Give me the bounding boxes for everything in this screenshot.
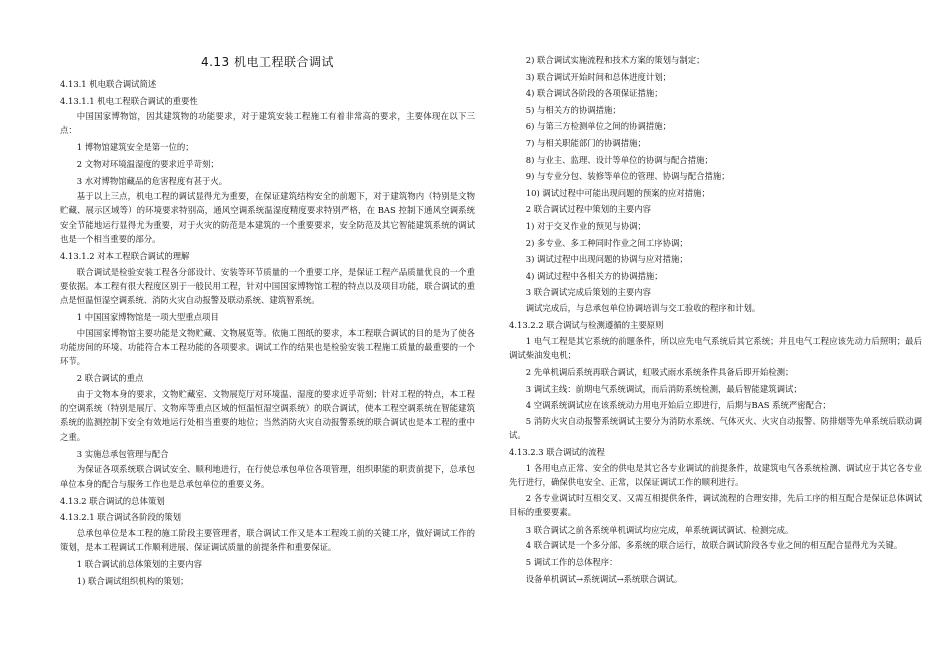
list-item: 8) 与业主、监理、设计等单位的协调与配合措施； xyxy=(525,154,713,165)
list-item: 1 博物馆建筑安全是第一位的； xyxy=(76,142,194,153)
body-paragraph: 为保证各项系统联合调试安全、顺利地进行，在行使总承包单位各项管理，组织职能的职责前提下，总承包单位本身的配合与服务工作也是总承包单位的重要义务。 xyxy=(60,464,475,489)
body-paragraph: 联合调试是检验安装工程各分部设计、安装等环节质量的一个重要工序，是保证工程产品质量优良的一个重要依据。本工程有很大程度区别于一般民用工程，针对中国国家博物馆工程的特点以及项目功能，联合调试的重点是恒温恒湿空调系统、消防火灾自动报警及联动系统、建筑智系统。 xyxy=(60,266,475,305)
list-item: 2 联合调试过程中策划的主要内容 xyxy=(525,204,652,215)
list-item: 4) 联合调试各阶段的各项保证措施； xyxy=(525,88,663,99)
left-column xyxy=(60,52,475,589)
section-heading: 4.13.1.2 对本工程联合调试的理解 xyxy=(60,251,190,261)
list-item: 3) 调试过程中出现问题的协调与应对措施； xyxy=(525,254,688,265)
list-item: 3) 联合调试开始时间和总体进度计划； xyxy=(525,71,672,82)
list-item: 1) 对于交叉作业的预见与协调； xyxy=(525,220,646,231)
section-heading: 4.13.2.3 联合调试的流程 xyxy=(509,447,605,458)
body-paragraph: 1 各用电点正常、安全的供电是其它各专业调试的前提条件，故建筑电气各系统检测、调试应于其它各专业先行进行，确保供电安全、正常，以保证调试工作的顺利进行。 xyxy=(509,462,922,487)
list-item: 2 联合调试的重点 xyxy=(76,373,144,384)
body-paragraph: 中国国家博物馆，因其建筑物的功能要求，对于建筑安装工程施工有着非常高的要求，主要体现在以下三点： xyxy=(60,111,475,136)
list-item: 1 中国国家博物馆是一项大型重点项目 xyxy=(76,312,219,323)
list-item: 1) 联合调试组织机构的策划； xyxy=(76,575,189,586)
body-paragraph: 5 消防火灾自动报警系统调试主要分为消防水系统、气体灭火、火灾自动报警、防排烟等先单系统后联动调试。 xyxy=(509,415,922,440)
list-item: 9) 与专业分包、装修等单位的管理、协调与配合措施； xyxy=(525,171,730,182)
body-paragraph: 4 联合调试是一个多分部、多系统的联合运行，故联合调试阶段各专业之间的相互配合显得尤为关键。 xyxy=(525,540,903,551)
list-item: 4) 调试过程中各相关方的协调措施； xyxy=(525,270,663,281)
list-item: 3 实施总承包管理与配合 xyxy=(76,448,169,459)
body-paragraph: 1 电气工程是其它系统的前题条件，所以应先电气系统后其它系统；并且电气工程应该先动力后照明；最后调试柴油发电机； xyxy=(509,335,922,360)
body-paragraph: 总承包单位是本工程的施工阶段主要管理者，联合调试工作又是本工程竣工前的关键工序，做好调试工作的策划，是本工程调试工作顺利进展、保证调试质量的前提条件和重要保证。 xyxy=(60,527,475,552)
section-title: 4.13 机电工程联合调试 xyxy=(200,55,335,69)
list-item: 5) 与相关方的协调措施； xyxy=(525,104,621,115)
list-item: 2 文物对环境温湿度的要求近乎苛刻； xyxy=(76,159,219,169)
list-item: 10) 调试过程中可能出现问题的预案的应对措施； xyxy=(525,187,710,198)
body-paragraph: 调试完成后，与总承包单位协调培训与交工验收的程序和计划。 xyxy=(525,302,761,313)
body-paragraph: 由于文物本身的要求，文物贮藏室、文物展览厅对环境温、湿度的要求近乎苛刻；针对工程的特点，本工程的空调系统（特别是展厅、文物库等重点区域的恒温恒湿空调系统）的联合调试，使本工程空调系统在智能建筑系统的监测控制下安全有效地运行处相当重要的地位；当然消防火灾自动报警系统的联合调试也是本工程的重中之重。 xyxy=(60,388,475,442)
list-item: 2) 多专业、多工种同时作业之间工序协调； xyxy=(525,237,688,248)
section-heading: 4.13.2 联合调试的总体策划 xyxy=(60,495,165,506)
list-item: 3 联合调试之前各系统单机调试均应完成，单系统调试调试、检测完成。 xyxy=(525,524,794,535)
body-paragraph: 2 各专业调试时互相交叉、又需互相提供条件，调试流程的合理安排，先后工序的相互配合是保证总体调试目标的重要要素。 xyxy=(509,493,922,518)
right-column xyxy=(509,52,922,588)
list-item: 3 调试主线：前期电气系统调试，而后消防系统检测，最后智能建筑调试； xyxy=(525,383,802,394)
list-item: 3 水对博物馆藏品的危害程度有甚于火。 xyxy=(76,175,228,186)
section-heading: 4.13.2.2 联合调试与检测遵循的主要原则 xyxy=(509,320,664,331)
section-heading: 4.13.1 机电联合调试简述 xyxy=(60,79,157,89)
list-item: 6) 与第三方检测单位之间的协调措施； xyxy=(525,121,672,132)
body-paragraph: 中国国家博物馆主要功能是文物贮藏、文物展览等。依施工图纸的要求，本工程联合调试的目的是为了使各功能房间的环境、功能符合本工程功能的各项要求。调试工作的结果也是检验安装工程施工质量的最重要的一个环节。 xyxy=(60,327,475,367)
list-item: 2 先单机调后系统再联合调试，虹吸式雨水系统条件具备后即开始检测； xyxy=(525,367,794,378)
section-heading: 4.13.2.1 联合调试各阶段的策划 xyxy=(60,512,182,523)
list-item: 设备单机调试→系统调试→系统联合调试。 xyxy=(525,573,683,584)
list-item: 4 空调系统调试应在该系统动力用电开始后立即进行，后期与BAS 系统严密配合； xyxy=(525,400,831,411)
list-item: 2) 联合调试实施流程和技术方案的策划与制定； xyxy=(525,55,705,65)
body-paragraph: 基于以上三点，机电工程的调试显得尤为重要，在保证建筑结构安全的前题下，对于建筑物内（特别是文物贮藏、展示区域等）的环境要求特别高，通风空调系统温湿度精度要求特别严格，在 BAS 控制下通风空调系统安全节能地运行显得尤为重要，对于火灾的防范是本建筑的一个重要要求，安全防范及其它智能建筑系统的调试也是一个相当重要的部分。 xyxy=(60,191,475,244)
list-item: 5 调试工作的总体程序： xyxy=(525,557,618,568)
list-item: 1 联合调试前总体策划的主要内容 xyxy=(76,559,203,570)
section-heading: 4.13.1.1 机电工程联合调试的重要性 xyxy=(60,95,198,106)
list-item: 7) 与相关职能部门的协调措施； xyxy=(525,137,646,148)
list-item: 3 联合调试完成后策划的主要内容 xyxy=(525,287,652,298)
